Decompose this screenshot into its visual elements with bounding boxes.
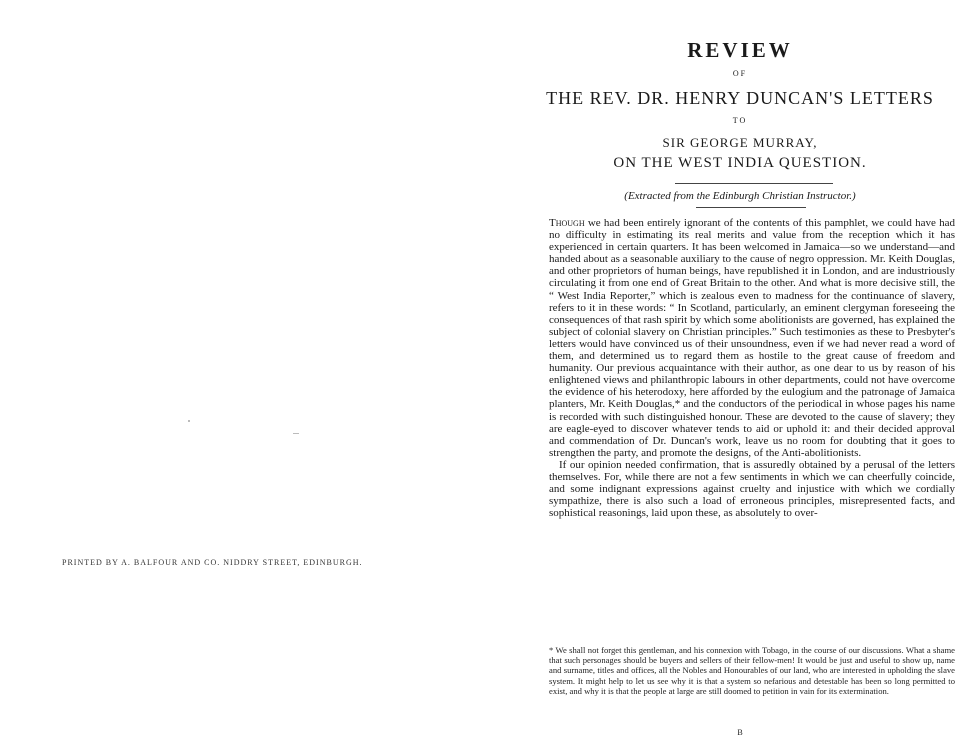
page-speck: [293, 433, 299, 434]
body-text: [549, 217, 955, 519]
title-subject: THE REV. DR. HENRY DUNCAN'S LETTERS: [546, 88, 934, 108]
title-to: TO: [732, 116, 748, 125]
title-review: REVIEW: [687, 38, 793, 62]
printer-imprint: PRINTED BY A. BALFOUR AND CO. NIDDRY STREET, EDINBURGH.: [62, 558, 363, 567]
opening-word: Though: [549, 217, 585, 229]
title-rule: [675, 183, 833, 184]
title-question: ON THE WEST INDIA QUESTION.: [613, 155, 867, 171]
extract-rule: [696, 207, 806, 208]
footnote: * We shall not forget this gentleman, and his connexion with Tobago, in the course of our discussions. What a shame that such personages should be buyers and sellers of their fellow-men! It would be just and useful to show up, name and surname, titles and offices, all the Nobles and Honourables of our land, who are interested in upholding the slave system. It might help to let us see why it is that a system so nefarious and detestable has been so long permitted to exist, and why it is that the people at large are still doomed to petition in vain for its extermination.: [549, 645, 955, 696]
extract-note: (Extracted from the Edinburgh Christian Instructor.): [624, 190, 856, 202]
paragraph-2: If our opinion needed confirmation, that is assuredly obtained by a perusal of the letters themselves. For, while there are not a few sentiments in which we can cheerfully coincide, and some indignant expressions against cruelty and injustice with which we cordially sympathize, there is also such a load of erroneous principles, misrepresented facts, and sophistical reasonings, laid upon these, as absolutely to over-: [549, 458, 955, 520]
right-page: [500, 0, 980, 740]
page-speck: [188, 420, 190, 422]
paragraph-1-text: we had been entirely ignorant of the contents of this pamphlet, we could have had no difficulty in estimating its real merits and value from the reception which it has experienced in certain quarters. It has been welcomed in Jamaica—so we understand—and handed about as a seasonable auxiliary to the cause of negro oppression. Mr. Keith Douglas, and other proprietors of human beings, have republished it in London, and are industriously circulating it from one end of Great Britain to the other. And what is more decisive still, the “ West India Reporter,” which is zealous even to madness for the continuance of slavery, refers to it in these words: “ In Scotland, particularly, an eminent clergyman foreseeing the consequences of that rash spirit by which some abolitionists are governed, has explained the subject of colonial slavery on Christian principles.” Such testimonies as these to Presbyter's letters would have convinced us of their unsoundness, even if we had never read a word of them, and determined us to regard them as hostile to the great cause of freedom and humanity. Our previous acquaintance with their author, as one dear to us by reason of his enlightened views and philanthropic labours in other departments, could not have overcome the evidence of his heterodoxy, here afforded by the eulogium and the patronage of Jamaica planters, Mr. Keith Douglas,* and the conductors of the periodical in whose pages his name is recorded with such distinguished honour. These are devoted to the cause of slavery; they are eagle-eyed to discover whatever tends to aid or uphold it: and their decided approval and commendation of Dr. Duncan's work, leave us no room for doubting that it goes to strengthen the party, and promote the designs, of the Anti-abolitionists.: [549, 217, 955, 459]
signature-mark: B: [737, 728, 743, 737]
title-of: OF: [732, 69, 748, 78]
paragraph-1: [549, 217, 955, 459]
title-recipient: SIR GEORGE MURRAY,: [662, 135, 818, 150]
